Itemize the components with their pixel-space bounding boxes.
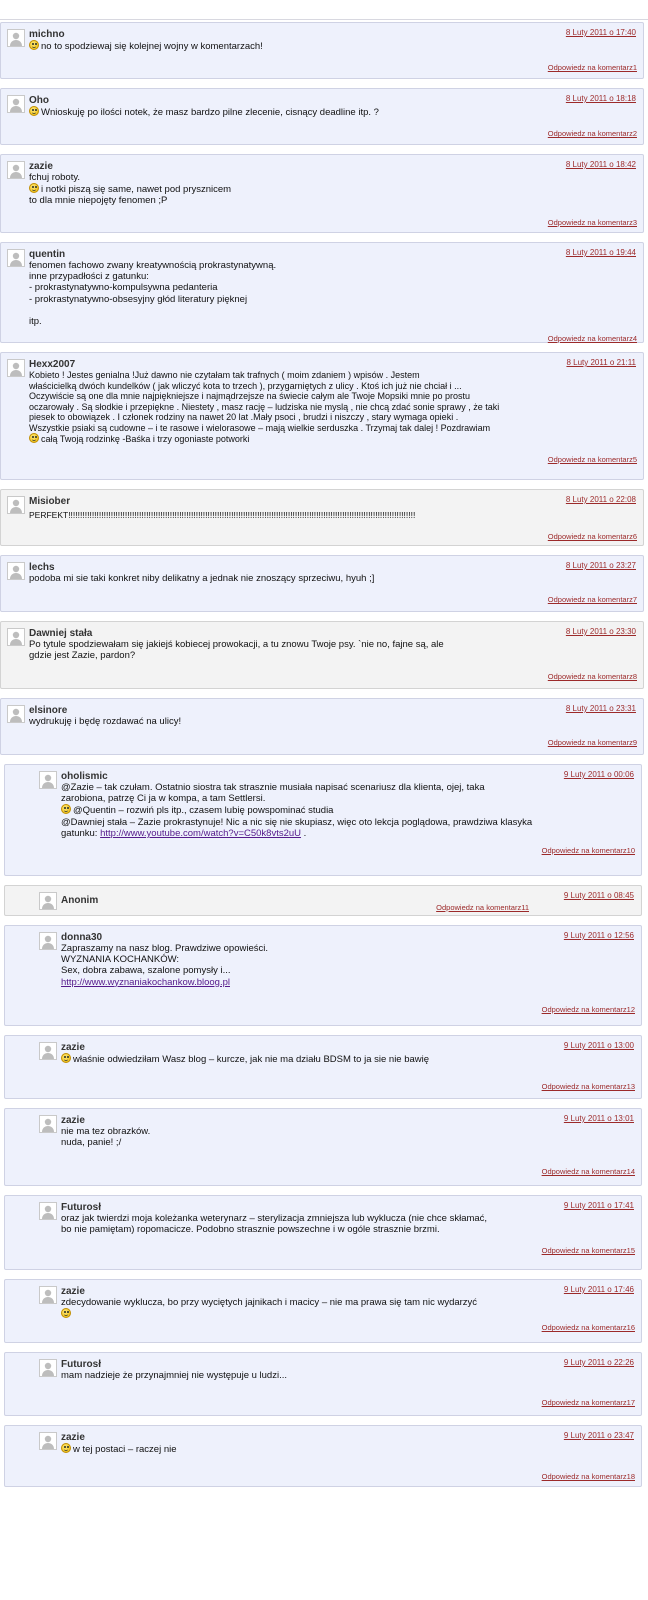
smiley-icon	[29, 106, 39, 116]
comment-body: Zapraszamy na nasz blog. Prawdziwe opowieści. WYZNANIA KOCHANKÓW: Sex, dobra zabawa, szalone pomysły i... http://www.wyznaniakochankow.bloog.pl	[61, 943, 268, 988]
reply-link[interactable]: Odpowiedz na komentarz17	[541, 1398, 635, 1408]
comment-author[interactable]: zazie	[29, 161, 53, 172]
reply-link[interactable]: Odpowiedz na komentarz10	[541, 846, 635, 856]
comment	[0, 88, 644, 145]
reply-link[interactable]: Odpowiedz na komentarz13	[541, 1082, 635, 1092]
avatar-icon	[7, 249, 25, 267]
comment-author[interactable]: donna30	[61, 932, 103, 943]
smiley-icon	[61, 1308, 71, 1318]
comment-author[interactable]: zazie	[61, 1432, 85, 1443]
comment-author[interactable]: Oho	[29, 95, 49, 106]
smiley-icon	[29, 183, 39, 193]
comment-list	[0, 22, 648, 1496]
avatar-icon	[39, 1286, 57, 1304]
comment-date-link[interactable]: 8 Luty 2011 o 22:08	[565, 495, 636, 504]
comment-body: mam nadzieje że przynajmniej nie występuje u ludzi...	[61, 1370, 287, 1381]
comment-date-link[interactable]: 8 Luty 2011 o 18:18	[565, 94, 636, 103]
comment-author[interactable]: elsinore	[29, 705, 68, 716]
comment-body: w tej postaci – raczej nie	[61, 1443, 635, 1455]
grin-smiley-icon	[61, 1053, 71, 1063]
comment-body: Po tytule spodziewałam się jakiejś kobiecej prowokacji, a tu znowu Twoje psy. `nie no, fajne są, ale gdzie jest Zazie, pardon?	[29, 639, 444, 662]
comment-reply	[4, 925, 642, 1026]
youtube-link[interactable]: http://www.youtube.com/watch?v=C50k8vts2uU	[100, 827, 302, 839]
reply-link[interactable]: Odpowiedz na komentarz9	[547, 738, 637, 748]
reply-link[interactable]: Odpowiedz na komentarz15	[541, 1246, 635, 1256]
comment-body: Wnioskuję po ilości notek, że masz bardzo pilne zlecenie, cisnący deadline itp. ?	[29, 106, 637, 118]
comment-date-link[interactable]: 8 Luty 2011 o 19:44	[565, 248, 636, 257]
comment-body: @Zazie – tak czułam. Ostatnio siostra tak strasznie musiała napisać scenariusz dla klienta, ojej, taka zarobiona, patrzę Ci ja w kompa, a tam Settlersi. @Quentin – rozwiń pls itp., czasem lubię powspominać studia @Dawniej stała – Zazie prokrastynuje! Nic a nic się nie skupiasz, więc oto lekcja poglądowa, prawdziwa klasyka gatunku: http://www.youtube.com/watch?v=C50k8vts2uU .	[61, 782, 533, 839]
comment	[0, 555, 644, 612]
comment-date-link[interactable]: 8 Luty 2011 o 23:31	[565, 704, 636, 713]
comment-reply	[4, 1352, 642, 1416]
comment-reply	[4, 885, 642, 916]
comment-date-link[interactable]: 8 Luty 2011 o 18:42	[565, 160, 636, 169]
comment-body: fenomen fachowo zwany kreatywnością prokrastynatywną. inne przypadłości z gatunku: - prokrastynatywno-kompulsywna pedanteria - prokrastynatywno-obsesyjny głód literatury pięknej itp.	[29, 260, 277, 327]
comment-body: PERFEKT!!!!!!!!!!!!!!!!!!!!!!!!!!!!!!!!!!!!!!!!!!!!!!!!!!!!!!!!!!!!!!!!!!!!!!!!!!!!!!!!!!!!!!!!!!!!!!!!!!!!!!!!!!!!!!!!!!!!!!!!!!!!!!!!!!!!!!!!!!!!!!!!!!!	[29, 510, 416, 520]
avatar-icon	[39, 1359, 57, 1377]
comment-date-link[interactable]: 8 Luty 2011 o 23:27	[565, 561, 636, 570]
smiley-icon	[29, 433, 39, 443]
comment-body: Kobieto ! Jestes genialna !Już dawno nie czytałam tak trafnych ( moim zdaniem ) wpisów . Jestem właścicielką dwóch kundelków ( jak wliczyć kota to trzech ), przygarniętych z ulicy . Ktoś ich już nie chciał i ... Oczywiście są one dla mnie najpiękniejsze i najmądrzejsze na świecie całym ale Twoje Mopsiki mnie po prostu oczarowały . Są słodkie i przepiękne . Niestety , masz rację – ludziska nie myslą , nie chcą zdać sonie sprawy , że taki piesek to obowiązek . I członek rodziny na nawet 20 lat .Mały psoci , brudzi i niszczy , stary wymaga opieki . Wszystkie psiaki są cudowne – i te rasowe i wielorasowe – mają wielkie serduszka . Trzymaj tak dalej ! Pozdrawiam całą Twoją rodzinkę -Baśka i trzy ogoniaste potworki	[29, 370, 500, 444]
comment	[0, 621, 644, 689]
avatar-icon	[7, 359, 25, 377]
avatar-icon	[7, 705, 25, 723]
smiley-icon	[29, 40, 39, 50]
avatar-icon	[7, 161, 25, 179]
comment-reply	[4, 1035, 642, 1099]
grin-smiley-icon	[61, 1443, 71, 1453]
reply-link[interactable]: Odpowiedz na komentarz16	[541, 1323, 635, 1333]
reply-link[interactable]: Odpowiedz na komentarz5	[547, 454, 637, 464]
comment-date-link[interactable]: 9 Luty 2011 o 13:00	[563, 1041, 634, 1050]
reply-link[interactable]: Odpowiedz na komentarz4	[547, 334, 637, 344]
comment-body: zdecydowanie wyklucza, bo przy wyciętych jajnikach i macicy – nie ma prawa się tam nic wydarzyć	[61, 1297, 635, 1320]
reply-link[interactable]: Odpowiedz na komentarz3	[547, 217, 637, 227]
comment-body: właśnie odwiedziłam Wasz blog – kurcze, jak nie ma działu BDSM to ja sie nie bawię	[61, 1053, 635, 1065]
comment-date-link[interactable]: 9 Luty 2011 o 12:56	[563, 931, 634, 940]
comment-reply	[4, 1108, 642, 1186]
comment-author[interactable]: zazie	[61, 1042, 85, 1053]
avatar-icon	[7, 29, 25, 47]
comment-date-link[interactable]: 9 Luty 2011 o 22:26	[563, 1358, 634, 1367]
comment-date-link[interactable]: 9 Luty 2011 o 17:46	[563, 1285, 634, 1294]
comment-body: fchuj roboty. i notki piszą się same, nawet pod prysznicem to dla mnie niepojęty fenomen ;P	[29, 172, 232, 207]
comment-author[interactable]: quentin	[29, 249, 66, 260]
comment-author[interactable]: Futurosł	[61, 1202, 101, 1213]
comment	[0, 242, 644, 343]
reply-link[interactable]: Odpowiedz na komentarz18	[541, 1472, 635, 1482]
comment-author[interactable]: michno	[29, 29, 65, 40]
avatar-icon	[39, 1115, 57, 1133]
avatar-icon	[39, 1202, 57, 1220]
comment-body: wydrukuję i będę rozdawać na ulicy!	[29, 716, 182, 727]
reply-link[interactable]: Odpowiedz na komentarz11	[436, 903, 529, 912]
comment	[0, 22, 644, 79]
comment-author[interactable]: oholismic	[61, 771, 108, 782]
comment-body: no to spodziewaj się kolejnej wojny w komentarzach!	[29, 40, 637, 52]
comment-body: podoba mi sie taki konkret niby delikatny a jednak nie znoszący sprzeciwu, hyuh ;]	[29, 573, 375, 584]
reply-link[interactable]: Odpowiedz na komentarz14	[541, 1167, 635, 1177]
reply-link[interactable]: Odpowiedz na komentarz12	[541, 1004, 635, 1014]
comment-author[interactable]: zazie	[61, 1286, 85, 1297]
comment-body: oraz jak twierdzi moja koleżanka weterynarz – sterylizacja zmniejsza lub wyklucza (nie chce skłamać, bo nie pamiętam) ropomacicze. Podobno strasznie powszechne i w ogóle strasznie brzmi.	[61, 1213, 488, 1236]
avatar-icon	[39, 892, 57, 910]
comment-reply	[4, 1425, 642, 1487]
comment	[0, 698, 644, 755]
comment-author[interactable]: zazie	[61, 1115, 85, 1126]
avatar-icon	[7, 628, 25, 646]
comment-reply	[4, 764, 642, 876]
reply-link[interactable]: Odpowiedz na komentarz7	[547, 595, 637, 605]
avatar-icon	[39, 771, 57, 789]
comment-author[interactable]: Dawniej stała	[29, 628, 93, 639]
comment-body: nie ma tez obrazków. nuda, panie! ;/	[61, 1126, 151, 1149]
comment-author[interactable]: Futurosł	[61, 1359, 101, 1370]
comment-author[interactable]: Misiober	[29, 496, 71, 507]
comment-date-link[interactable]: 8 Luty 2011 o 21:11	[566, 358, 636, 367]
comment-date-link[interactable]: 9 Luty 2011 o 17:41	[563, 1201, 634, 1210]
comment-author[interactable]: Hexx2007	[29, 359, 76, 370]
reply-link[interactable]: Odpowiedz na komentarz6	[547, 532, 637, 542]
avatar-icon	[39, 1432, 57, 1450]
comment	[0, 154, 644, 233]
comment-reply	[4, 1279, 642, 1343]
comment-date-link[interactable]: 9 Luty 2011 o 23:47	[563, 1431, 634, 1440]
comment-date-link[interactable]: 9 Luty 2011 o 00:06	[563, 770, 634, 779]
comment	[0, 489, 644, 546]
avatar-icon	[39, 932, 57, 950]
comment-author[interactable]: lechs	[29, 562, 55, 573]
comment	[0, 352, 644, 480]
smiley-icon	[61, 804, 71, 814]
comment-date-link[interactable]: 9 Luty 2011 o 13:01	[563, 1114, 634, 1123]
comment-date-link[interactable]: 8 Luty 2011 o 17:40	[565, 28, 636, 37]
comment-author: Anonim	[61, 895, 99, 906]
comment-reply	[4, 1195, 642, 1270]
blog-link[interactable]: http://www.wyznaniakochankow.bloog.pl	[61, 976, 230, 988]
avatar-icon	[7, 562, 25, 580]
avatar-icon	[39, 1042, 57, 1060]
top-divider	[0, 19, 648, 20]
reply-link[interactable]: Odpowiedz na komentarz1	[547, 63, 637, 73]
avatar-icon	[7, 496, 25, 514]
reply-link[interactable]: Odpowiedz na komentarz8	[547, 672, 637, 682]
comment-date-link[interactable]: 9 Luty 2011 o 08:45	[563, 891, 634, 900]
reply-link[interactable]: Odpowiedz na komentarz2	[547, 129, 637, 139]
comment-date-link[interactable]: 8 Luty 2011 o 23:30	[565, 627, 636, 636]
avatar-icon	[7, 95, 25, 113]
